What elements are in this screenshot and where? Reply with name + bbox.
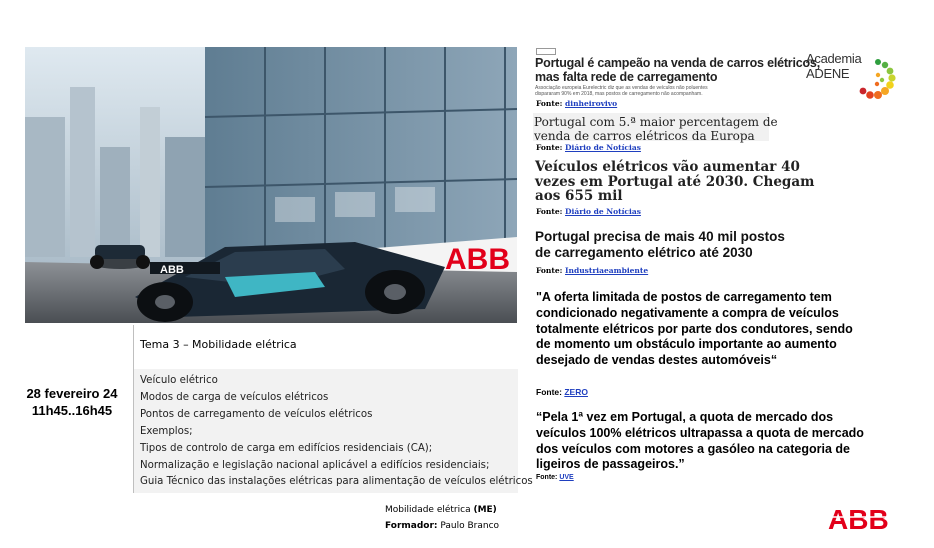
quote-source-2: Fonte: UVE: [536, 474, 574, 481]
news-headline-2: Portugal com 5.ª maior percentagem de venda de carros elétricos da Europa: [534, 115, 778, 143]
academia-adene-logo: Academia ADENE: [804, 47, 899, 99]
course-topics: [133, 369, 533, 493]
abb-logo: [826, 504, 896, 534]
course-title-row: [133, 325, 518, 369]
course-title: Tema 3 – Mobilidade elétrica: [140, 338, 297, 351]
quote-uve: “Pela 1ª vez em Portugal, a quota de mercado dos veículos 100% elétricos ultrapassa a quota de mercado dos veículos com motores a gasóleo na categoria de ligeiros de passageiros.”: [536, 410, 864, 472]
topic-item: Tipos de controlo de carga em edifícios residenciais (CA);: [140, 442, 433, 454]
topic-item: Veículo elétrico: [140, 375, 218, 386]
news-headline-3: Veículos elétricos vão aumentar 40 vezes em Portugal até 2030. Chegam aos 655 mil: [535, 159, 815, 204]
topic-item: Modos de carga de veículos elétricos: [140, 391, 329, 403]
news-source-3: Fonte: Diário de Notícias: [536, 207, 641, 216]
topic-item: Pontos de carregamento de veículos elétricos: [140, 408, 373, 420]
source-link-dn-2[interactable]: Diário de Notícias: [565, 207, 641, 216]
formula-e-photo: [25, 47, 517, 323]
topic-item: Exemplos;: [140, 425, 193, 437]
trainer: Formador: Paulo Branco: [385, 521, 500, 531]
source-link-uve[interactable]: UVE: [559, 474, 574, 481]
news-headline-4: Portugal precisa de mais 40 mil postos de carregamento elétrico até 2030: [535, 229, 785, 260]
svg-text:ABB: ABB: [445, 243, 510, 276]
svg-text:ABB: ABB: [160, 264, 184, 276]
news-source-1: Fonte: dinheirovivo: [536, 99, 618, 108]
course-footer: [385, 502, 499, 534]
adene-dots-icon: [852, 57, 896, 101]
news-headline-1: Portugal é campeão na venda de carros elétricos, mas falta rede de carregamento: [535, 56, 820, 84]
source-link-dinheirovivo[interactable]: dinheirovivo: [565, 99, 618, 108]
news-source-4: Fonte: Industriaeambiente: [536, 266, 649, 275]
news-subtitle-1: Associação europeia Eurelectric diz que as vendas de veículos não poluentes dispararam 90% em 2018, mas postos de carregamento não acompanham.: [535, 85, 708, 97]
source-link-dn[interactable]: Diário de Notícias: [565, 143, 641, 152]
time-line: 11h45..16h45: [31, 403, 113, 418]
news-source-2: Fonte: Diário de Notícias: [536, 143, 641, 152]
topic-item: Normalização e legislação nacional aplicável a edifícios residenciais;: [140, 459, 490, 471]
source-link-zero[interactable]: ZERO: [564, 387, 588, 397]
source-link-industriaeambiente[interactable]: Industriaeambiente: [565, 266, 649, 275]
topic-item: Guia Técnico das instalações elétricas para alimentação de veículos elétricos: [140, 476, 533, 488]
quote-source-1: Fonte: ZERO: [536, 387, 588, 397]
course-name: Mobilidade elétrica (ME): [385, 505, 497, 515]
session-date: [22, 385, 122, 419]
date-line: 28 fevereiro 24: [26, 386, 118, 401]
quote-zero: "A oferta limitada de postos de carregamento tem condicionado negativamente a compra de veículos totalmente elétricos por parte dos condutores, sendo de momento um obstáculo importante ao aumento desejado de vendas destes automóveis“: [536, 290, 853, 368]
course-panel: [133, 325, 533, 495]
abb-logo-text: ABB: [828, 504, 889, 534]
news-tag: [536, 48, 556, 55]
